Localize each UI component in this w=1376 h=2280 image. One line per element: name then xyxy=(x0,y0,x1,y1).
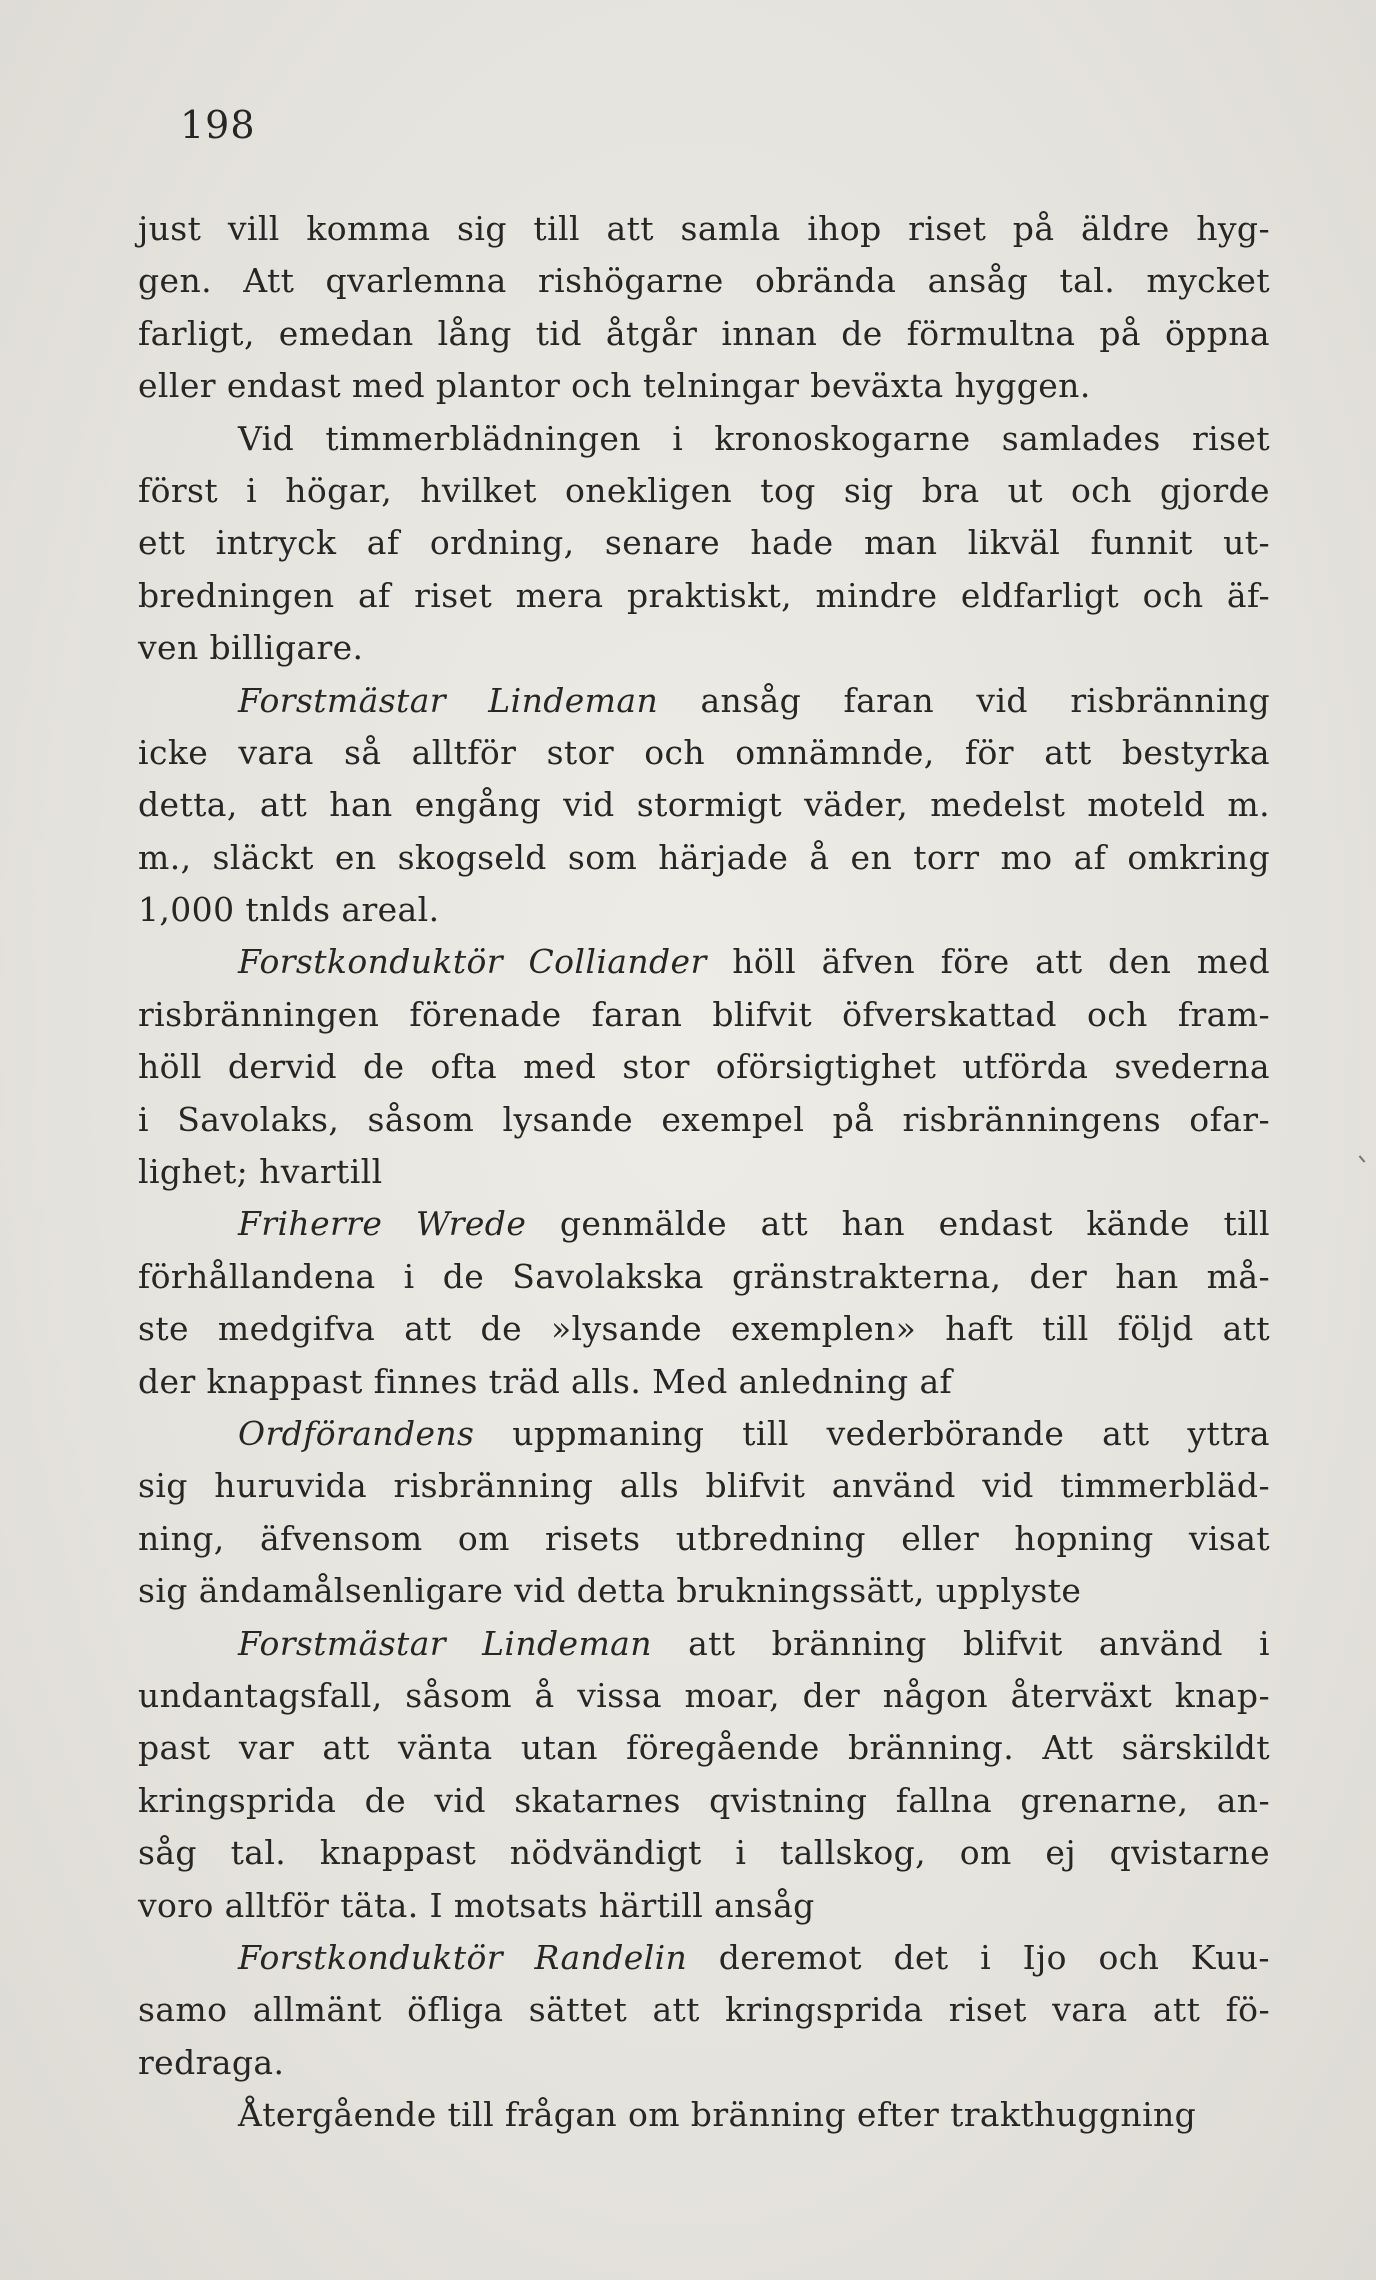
text-line: risbränningen förenade faran blifvit öfverskattad och fram- xyxy=(138,994,1270,1034)
speaker-line: Friherre Wrede genmälde att han endast kände till xyxy=(238,1204,1270,1244)
margin-mark xyxy=(1359,1155,1366,1162)
text-line: ven billigare. xyxy=(138,628,364,668)
text-line: der knappast finnes träd alls. Med anledning af xyxy=(138,1361,953,1401)
text-line: i Savolaks, såsom lysande exempel på risbränningens ofar- xyxy=(138,1099,1270,1139)
speaker-name: Forstkonduktör Colliander xyxy=(238,942,707,982)
text-line: ste medgifva att de »lysande exemplen» haft till följd att xyxy=(138,1309,1270,1349)
text-line: ning, äfvensom om risets utbredning eller hopning visat xyxy=(138,1518,1270,1558)
speaker-name: Forstmästar Lindeman xyxy=(238,680,659,720)
text-line: lighet; hvartill xyxy=(138,1152,383,1192)
text-line: såg tal. knappast nödvändigt i tallskog, om ej qvistarne xyxy=(138,1833,1270,1873)
text-line: sig huruvida risbränning alls blifvit använd vid timmerbläd- xyxy=(138,1466,1270,1506)
text-line: farligt, emedan lång tid åtgår innan de förmultna på öppna xyxy=(138,313,1270,353)
text-line: kringsprida de vid skatarnes qvistning fallna grenarne, an- xyxy=(138,1780,1270,1820)
text-line: först i högar, hvilket onekligen tog sig bra ut och gjorde xyxy=(138,470,1270,510)
speaker-line: Forstmästar Lindeman ansåg faran vid risbränning xyxy=(238,680,1270,720)
text-line: samo allmänt öfliga sättet att kringsprida riset vara att fö- xyxy=(138,1990,1270,2030)
page-number: 198 xyxy=(180,103,256,147)
text-line: höll dervid de ofta med stor oförsigtighet utförda svederna xyxy=(138,1047,1270,1087)
speaker-line: Forstkonduktör Colliander höll äfven före att den med xyxy=(238,942,1270,982)
speaker-line: Ordförandens uppmaning till vederbörande att yttra xyxy=(238,1413,1270,1453)
speaker-name: Forstkonduktör Randelin xyxy=(238,1937,688,1977)
text-line: voro alltför täta. I motsats härtill ansåg xyxy=(138,1885,815,1925)
text-line: bredningen af riset mera praktiskt, mindre eldfarligt och äf- xyxy=(138,575,1270,615)
text-line: redraga. xyxy=(138,2042,285,2082)
text-line: m., släckt en skogseld som härjade å en torr mo af omkring xyxy=(138,837,1270,877)
text-line: just vill komma sig till att samla ihop riset på äldre hyg- xyxy=(138,209,1270,248)
text-line: 1,000 tnlds areal. xyxy=(138,890,440,930)
text-line: undantagsfall, såsom å vissa moar, der någon återväxt knap- xyxy=(138,1675,1270,1715)
speaker-line: Forstmästar Lindeman att bränning blifvit använd i xyxy=(238,1623,1270,1663)
text-line: sig ändamålsenligare vid detta brukningssätt, upplyste xyxy=(138,1571,1082,1611)
text-line: gen. Att qvarlemna rishögarne obrända ansåg tal. mycket xyxy=(138,261,1270,301)
body-text xyxy=(138,203,1270,2141)
speaker-line: Forstkonduktör Randelin deremot det i Ijo och Kuu- xyxy=(238,1937,1270,1977)
text-line: eller endast med plantor och telningar beväxta hyggen. xyxy=(138,366,1091,406)
text-line: icke vara så alltför stor och omnämnde, för att bestyrka xyxy=(138,732,1270,772)
text-line: förhållandena i de Savolakska gränstrakterna, der han må- xyxy=(138,1256,1270,1296)
text-line: ett intryck af ordning, senare hade man likväl funnit ut- xyxy=(138,523,1270,563)
text-line: detta, att han engång vid stormigt väder, medelst moteld m. xyxy=(138,785,1270,825)
speaker-name: Ordförandens xyxy=(238,1413,475,1453)
paragraph-start-line: Vid timmerblädningen i kronoskogarne samlades riset xyxy=(238,418,1270,458)
speaker-name: Friherre Wrede xyxy=(238,1204,527,1244)
speaker-name: Forstmästar Lindeman xyxy=(238,1623,652,1663)
text-line: past var att vänta utan föregående bränning. Att särskildt xyxy=(138,1728,1270,1768)
paragraph-start-line: Återgående till frågan om bränning efter trakthuggning xyxy=(238,2095,1197,2135)
